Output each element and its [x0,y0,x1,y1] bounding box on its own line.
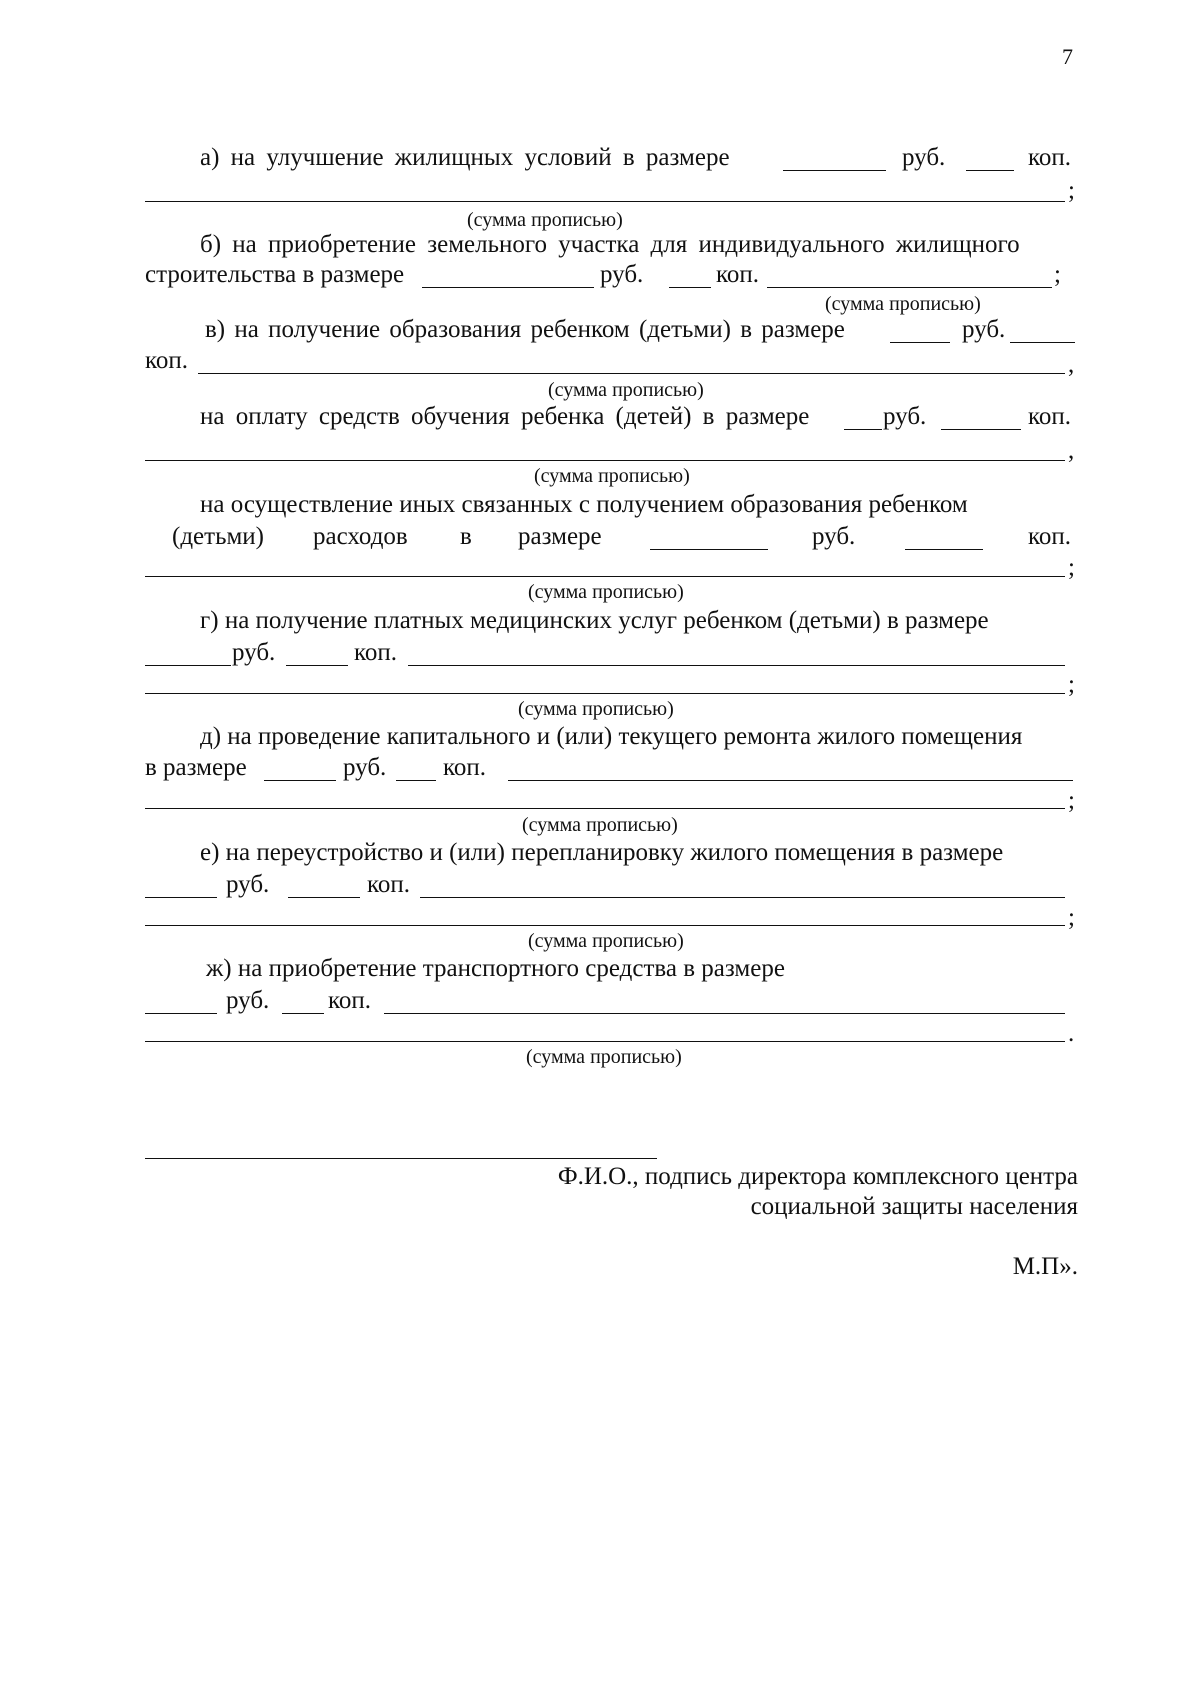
item-v-caption: (сумма прописью) [548,379,704,401]
item-v-kop-blank[interactable] [1010,342,1075,343]
item-zh-text: ж) на приобретение транспортного средства в размере [206,955,785,982]
item-zh-rub-blank[interactable] [145,1013,217,1014]
item-v2-words-line[interactable] [145,460,1065,461]
item-g-caption: (сумма прописью) [518,698,674,720]
item-e-end: ; [1068,904,1075,931]
item-d-rub: руб. [343,754,387,781]
item-zh-caption: (сумма прописью) [526,1046,682,1068]
item-v2-rub: руб. [883,403,927,430]
item-b-caption: (сумма прописью) [825,293,981,315]
item-d-kop: коп. [443,754,487,781]
item-v3-caption: (сумма прописью) [528,581,684,603]
item-e-rub: руб. [226,871,270,898]
item-v2-end: , [1068,437,1075,464]
item-v-end: , [1068,351,1075,378]
item-g-rub-blank[interactable] [145,665,231,666]
item-v3-line1: на осуществление иных связанных с получением образования ребенком [200,491,968,518]
item-a-caption: (сумма прописью) [467,209,623,231]
item-d-line2: в размере [145,754,247,781]
item-b-kop-blank[interactable] [669,287,711,288]
item-v3-kop-blank[interactable] [905,549,983,550]
signature-label-line2: социальной защиты населения [750,1193,1078,1220]
item-v-kop: коп. [145,347,189,374]
item-a-rub-blank[interactable] [783,170,886,171]
item-d-words-line1[interactable] [508,780,1073,781]
item-d-end: ; [1068,787,1075,814]
item-v3-rub: руб. [812,523,856,550]
item-a-kop: коп. [1028,144,1072,171]
item-v3-word3: в [460,523,472,550]
item-b-kop: коп. [716,261,760,288]
item-a-kop-blank[interactable] [966,170,1014,171]
item-g-words-line2[interactable] [145,693,1065,694]
item-a-text: а) на улучшение жилищных условий в размере [200,144,730,171]
item-v3-words-line[interactable] [145,576,1065,577]
item-zh-kop-blank[interactable] [282,1013,324,1014]
item-v2-kop-blank[interactable] [941,429,1021,430]
item-b-line2: строительства в размере [145,261,405,288]
item-v2-caption: (сумма прописью) [534,465,690,487]
signature-line[interactable] [145,1158,657,1159]
page-number: 7 [1062,44,1073,69]
signature-label-line1: Ф.И.О., подпись директора комплексного центра [557,1163,1078,1190]
item-zh-words-line1[interactable] [384,1013,1065,1014]
item-v2-rub-blank[interactable] [844,429,882,430]
item-g-words-line1[interactable] [408,665,1065,666]
item-b-line1: б) на приобретение земельного участка для индивидуального жилищного [200,231,1020,258]
item-v-text: в) на получение образования ребенком (детьми) в размере [205,316,845,343]
item-b-end: ; [1054,261,1061,288]
item-v-words-line[interactable] [198,373,1065,374]
item-v3-kop: коп. [1028,523,1072,550]
item-d-words-line2[interactable] [145,808,1065,809]
item-v2-kop: коп. [1028,403,1072,430]
item-v-rub: руб. [962,316,1006,343]
item-v3-rub-blank[interactable] [650,549,768,550]
item-e-kop-blank[interactable] [288,897,360,898]
item-b-rub-blank[interactable] [422,287,594,288]
item-g-end: ; [1068,671,1075,698]
item-zh-rub: руб. [226,987,270,1014]
item-e-words-line2[interactable] [145,925,1065,926]
item-a-words-line[interactable] [145,201,1065,202]
item-v-rub-blank[interactable] [890,342,950,343]
stamp-label: М.П». [1012,1253,1078,1280]
item-v3-word4: размере [518,523,602,550]
item-v3-word2: расходов [313,523,408,550]
item-zh-kop: коп. [328,987,372,1014]
item-b-rub: руб. [600,261,644,288]
item-e-rub-blank[interactable] [145,897,217,898]
item-d-kop-blank[interactable] [396,780,436,781]
item-a-end: ; [1068,177,1075,204]
item-e-caption: (сумма прописью) [528,930,684,952]
item-g-kop-blank[interactable] [286,665,348,666]
item-v2-text: на оплату средств обучения ребенка (детей) в размере [200,403,810,430]
item-b-words-line[interactable] [767,287,1052,288]
item-d-line1: д) на проведение капитального и (или) текущего ремонта жилого помещения [200,723,1023,750]
item-v3-word1: (детьми) [172,523,264,550]
item-e-kop: коп. [367,871,411,898]
item-v3-end: ; [1068,554,1075,581]
item-d-caption: (сумма прописью) [522,814,678,836]
item-g-text: г) на получение платных медицинских услуг ребенком (детьми) в размере [200,607,989,634]
item-g-kop: коп. [354,639,398,666]
item-zh-words-line2[interactable] [145,1041,1065,1042]
item-d-rub-blank[interactable] [264,780,336,781]
item-e-text: е) на переустройство и (или) перепланировку жилого помещения в размере [200,839,1004,866]
item-zh-end: . [1068,1020,1075,1047]
item-a-rub: руб. [902,144,946,171]
item-g-rub: руб. [232,639,276,666]
item-e-words-line1[interactable] [420,897,1065,898]
